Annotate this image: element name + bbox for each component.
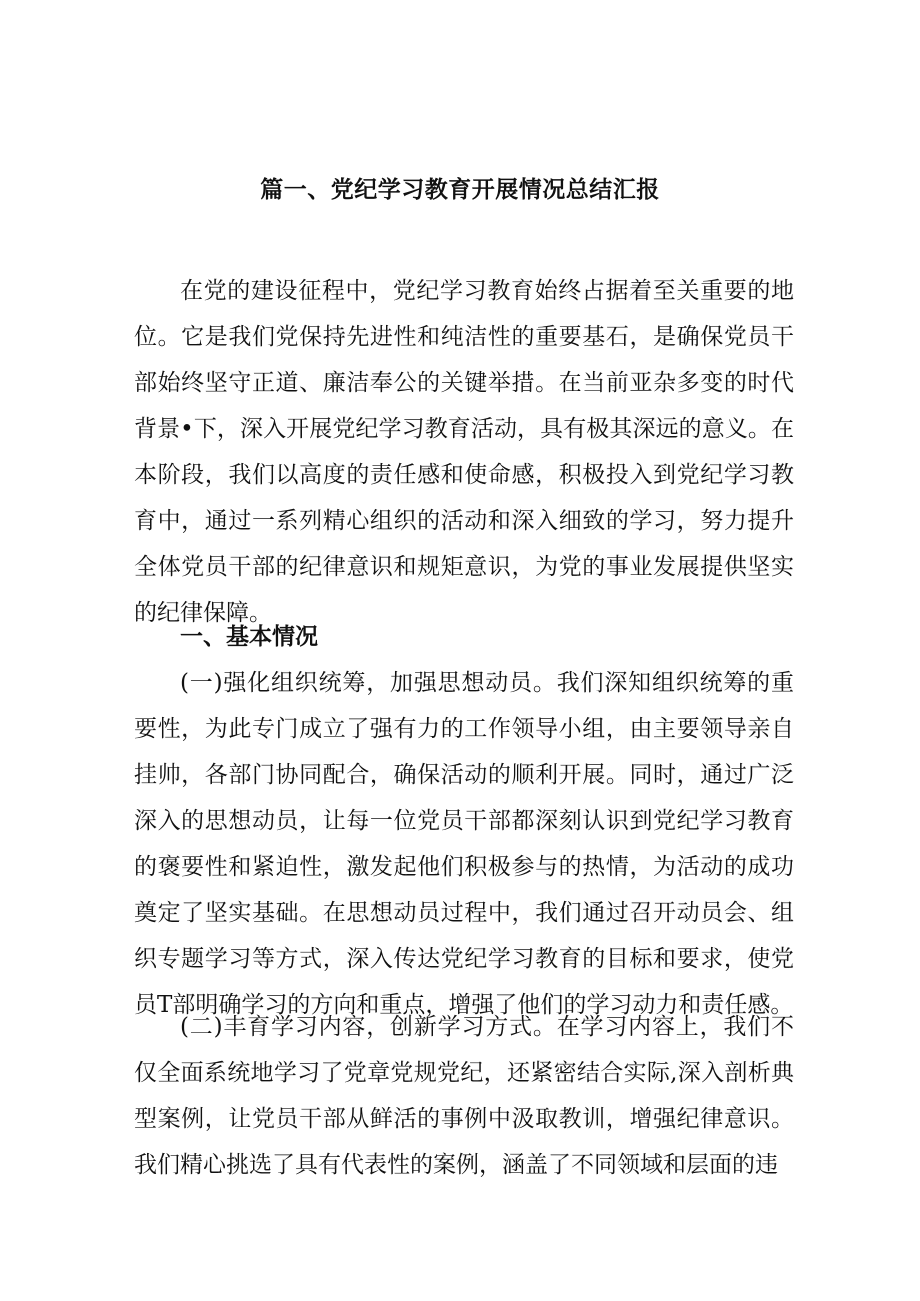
- paragraph-organization: (一)强化组织统筹，加强思想动员。我们深知组织统筹的重要性，为此专门成立了强有力的工作领导小组，由主要领导亲自挂帅，各部门协同配合，确保活动的顺利开展。同时，通过广泛深入的思想动员，让每一位党员干部都深刻认识到党纪学习教育的褒要性和紧迫性，激发起他们积极参与的热情，为活动的成功奠定了坚实基础。在思想动员过程中，我们通过召开动员会、组织专题学习等方式，深入传达党纪学习教育的目标和要求，使党员T部明确学习的方向和重点，增强了他们的学习动力和责任感。: [134, 670, 794, 1018]
- document-title: 篇一、党纪学习教育开展情况总结汇报: [260, 176, 660, 203]
- paragraph-learning-content: (二)丰育学习内容，创新学习方式。在学习内容上，我们不仅全面系统地学习了党章党规党纪，还紧密结合实际,深入剖析典型案例，让党员干部从鲜活的事例中汲取教训，增强纪律意识。我们精心挑选了具有代表性的案例，涵盖了不同领域和层面的违: [134, 1014, 794, 1178]
- section-heading-basic-situation: 一、基本情况: [180, 623, 318, 650]
- intro-paragraph: 在党的建设征程中，党纪学习教育始终占据着至关重要的地位。它是我们党保持先进性和纯洁性的重要基石，是确保党员干部始终坚守正道、廉洁奉公的关键举措。在当前亚杂多变的时代背景•下，深入开展党纪学习教育活动，具有极其深远的意义。在本阶段，我们以高度的责任感和使命感，积极投入到党纪学习教育中，通过一系列精心组织的活动和深入细致的学习，努力提升全体党员干部的纪律意识和规矩意识，为党的事业发展提供坚实的纪律保障。: [134, 278, 794, 626]
